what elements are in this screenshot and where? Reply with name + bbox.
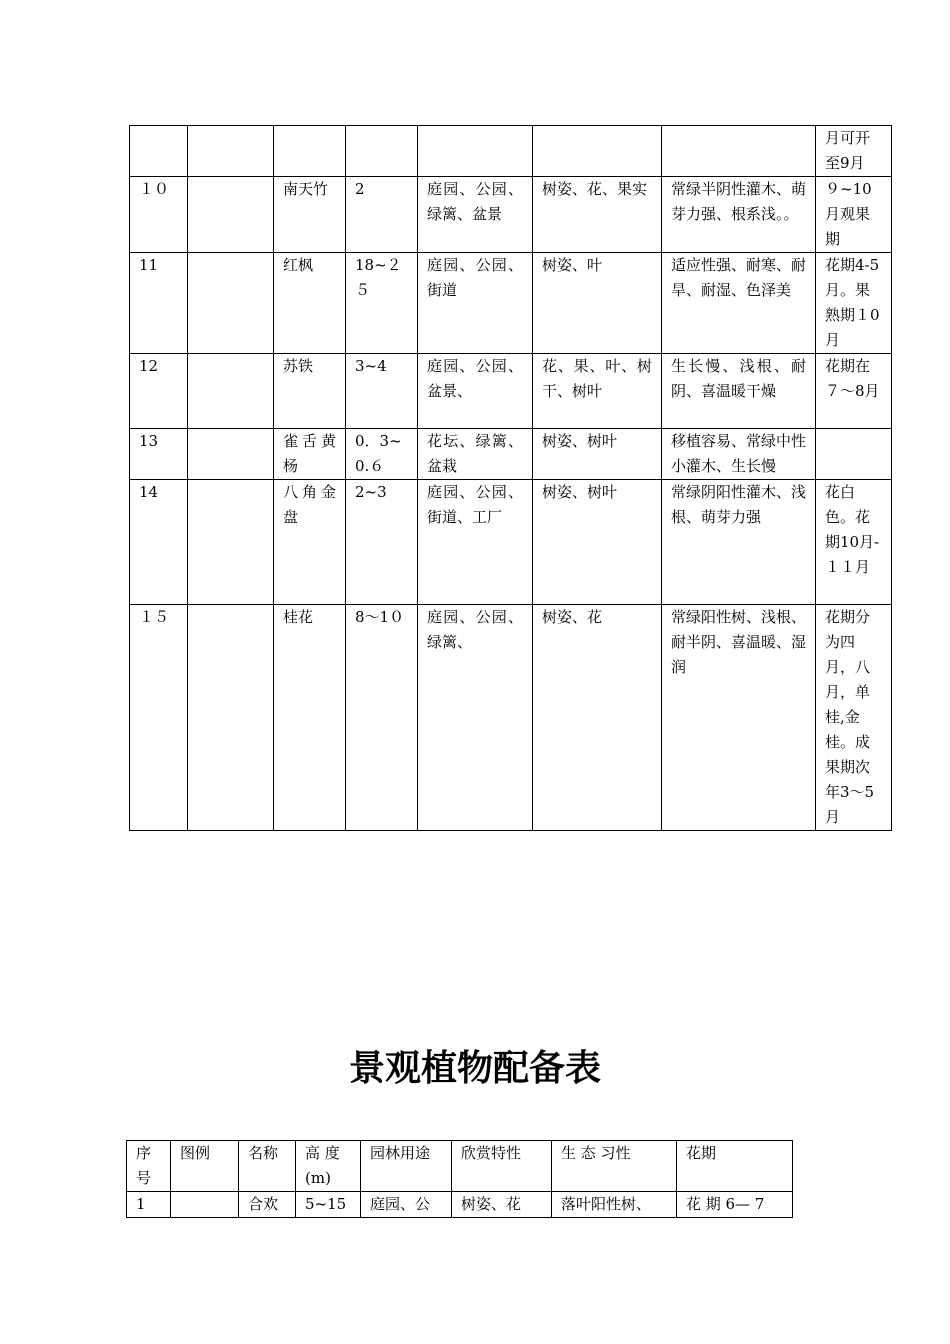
cell-flower: 花期 — [677, 1141, 793, 1192]
cell-use: 庭园、公 — [361, 1192, 452, 1218]
cell-flower: 月可开至9月 — [816, 126, 892, 177]
cell-height: 3~4 — [346, 354, 418, 429]
table-row — [130, 429, 892, 480]
cell-feature: 树姿、花、果实 — [533, 177, 662, 253]
cell-feature: 树姿、花 — [533, 605, 662, 831]
cell-name: 名称 — [239, 1141, 296, 1192]
cell-icon — [171, 1192, 239, 1218]
table-row — [130, 177, 892, 253]
cell-feature: 花、果、叶、树干、树叶 — [533, 354, 662, 429]
cell-feature — [533, 126, 662, 177]
cell-height: 5~15 — [296, 1192, 361, 1218]
cell-use: 庭园、公园、街道、工厂 — [418, 480, 533, 605]
cell-name: 雀舌黄杨 — [274, 429, 346, 480]
cell-feature: 树姿、叶 — [533, 253, 662, 354]
cell-feature: 欣赏特性 — [452, 1141, 552, 1192]
table-row — [127, 1192, 793, 1218]
cell-ecology: 常绿半阴性灌木、萌芽力强、根系浅。。 — [662, 177, 816, 253]
cell-no: 12 — [130, 354, 188, 429]
cell-ecology: 常绿阳性树、浅根、耐半阴、喜温暖、湿润 — [662, 605, 816, 831]
cell-ecology: 常绿阴阳性灌木、浅根、萌芽力强 — [662, 480, 816, 605]
cell-flower: 花期4-5月。果熟期１0月 — [816, 253, 892, 354]
table-row — [130, 253, 892, 354]
cell-use: 庭园、公园、绿篱、盆景 — [418, 177, 533, 253]
cell-icon — [188, 605, 274, 831]
table-row — [130, 605, 892, 831]
cell-name: 合欢 — [239, 1192, 296, 1218]
cell-height: 2 — [346, 177, 418, 253]
cell-name: 南天竹 — [274, 177, 346, 253]
cell-use: 花坛、绿篱、盆栽 — [418, 429, 533, 480]
table-row — [130, 480, 892, 605]
plant-table-continued — [129, 125, 892, 831]
cell-feature: 树姿、花 — [452, 1192, 552, 1218]
cell-icon: 图例 — [171, 1141, 239, 1192]
cell-no: １５ — [130, 605, 188, 831]
cell-name: 八角金盘 — [274, 480, 346, 605]
cell-no: 11 — [130, 253, 188, 354]
cell-use: 庭园、公园、街道 — [418, 253, 533, 354]
cell-flower: 花期分为四月，八月，单桂,金桂。成果期次年3～5月 — [816, 605, 892, 831]
table-title: 景观植物配备表 — [348, 1048, 601, 1089]
cell-icon — [188, 429, 274, 480]
cell-ecology: 生 态 习性 — [552, 1141, 677, 1192]
cell-icon — [188, 253, 274, 354]
plant-table — [126, 1140, 793, 1218]
cell-height: 高 度(m) — [296, 1141, 361, 1192]
cell-flower: 花白色。花期10月-１１月 — [816, 480, 892, 605]
cell-ecology — [662, 126, 816, 177]
cell-ecology: 生长慢、浅根、耐阴、喜温暖干燥 — [662, 354, 816, 429]
cell-icon — [188, 126, 274, 177]
cell-flower: 花 期 6— 7 — [677, 1192, 793, 1218]
cell-name: 桂花 — [274, 605, 346, 831]
cell-no: 14 — [130, 480, 188, 605]
cell-icon — [188, 177, 274, 253]
header-row — [127, 1141, 793, 1192]
cell-use — [418, 126, 533, 177]
cell-ecology: 落叶阳性树、 — [552, 1192, 677, 1218]
cell-ecology: 适应性强、耐寒、耐旱、耐湿、色泽美 — [662, 253, 816, 354]
cell-use: 庭园、公园、盆景、 — [418, 354, 533, 429]
cell-flower: 花期在７～8月 — [816, 354, 892, 429]
cell-height: 2~3 — [346, 480, 418, 605]
cell-ecology: 移植容易、常绿中性小灌木、生长慢 — [662, 429, 816, 480]
table-row — [130, 354, 892, 429]
cell-icon — [188, 354, 274, 429]
cell-feature: 树姿、树叶 — [533, 429, 662, 480]
cell-use: 园林用途 — [361, 1141, 452, 1192]
cell-name: 苏铁 — [274, 354, 346, 429]
cell-flower — [816, 429, 892, 480]
cell-no: 序号 — [127, 1141, 171, 1192]
cell-no: 13 — [130, 429, 188, 480]
cell-no: １０ — [130, 177, 188, 253]
cell-no: 1 — [127, 1192, 171, 1218]
cell-height — [346, 126, 418, 177]
cell-feature: 树姿、树叶 — [533, 480, 662, 605]
cell-name — [274, 126, 346, 177]
cell-height: 0．3~0.６ — [346, 429, 418, 480]
cell-icon — [188, 480, 274, 605]
cell-height: 8～1０ — [346, 605, 418, 831]
cell-height: 18~２５ — [346, 253, 418, 354]
cell-flower: ９~10月观果期 — [816, 177, 892, 253]
table-row — [130, 126, 892, 177]
cell-use: 庭园、公园、绿篱、 — [418, 605, 533, 831]
cell-name: 红枫 — [274, 253, 346, 354]
cell-no — [130, 126, 188, 177]
